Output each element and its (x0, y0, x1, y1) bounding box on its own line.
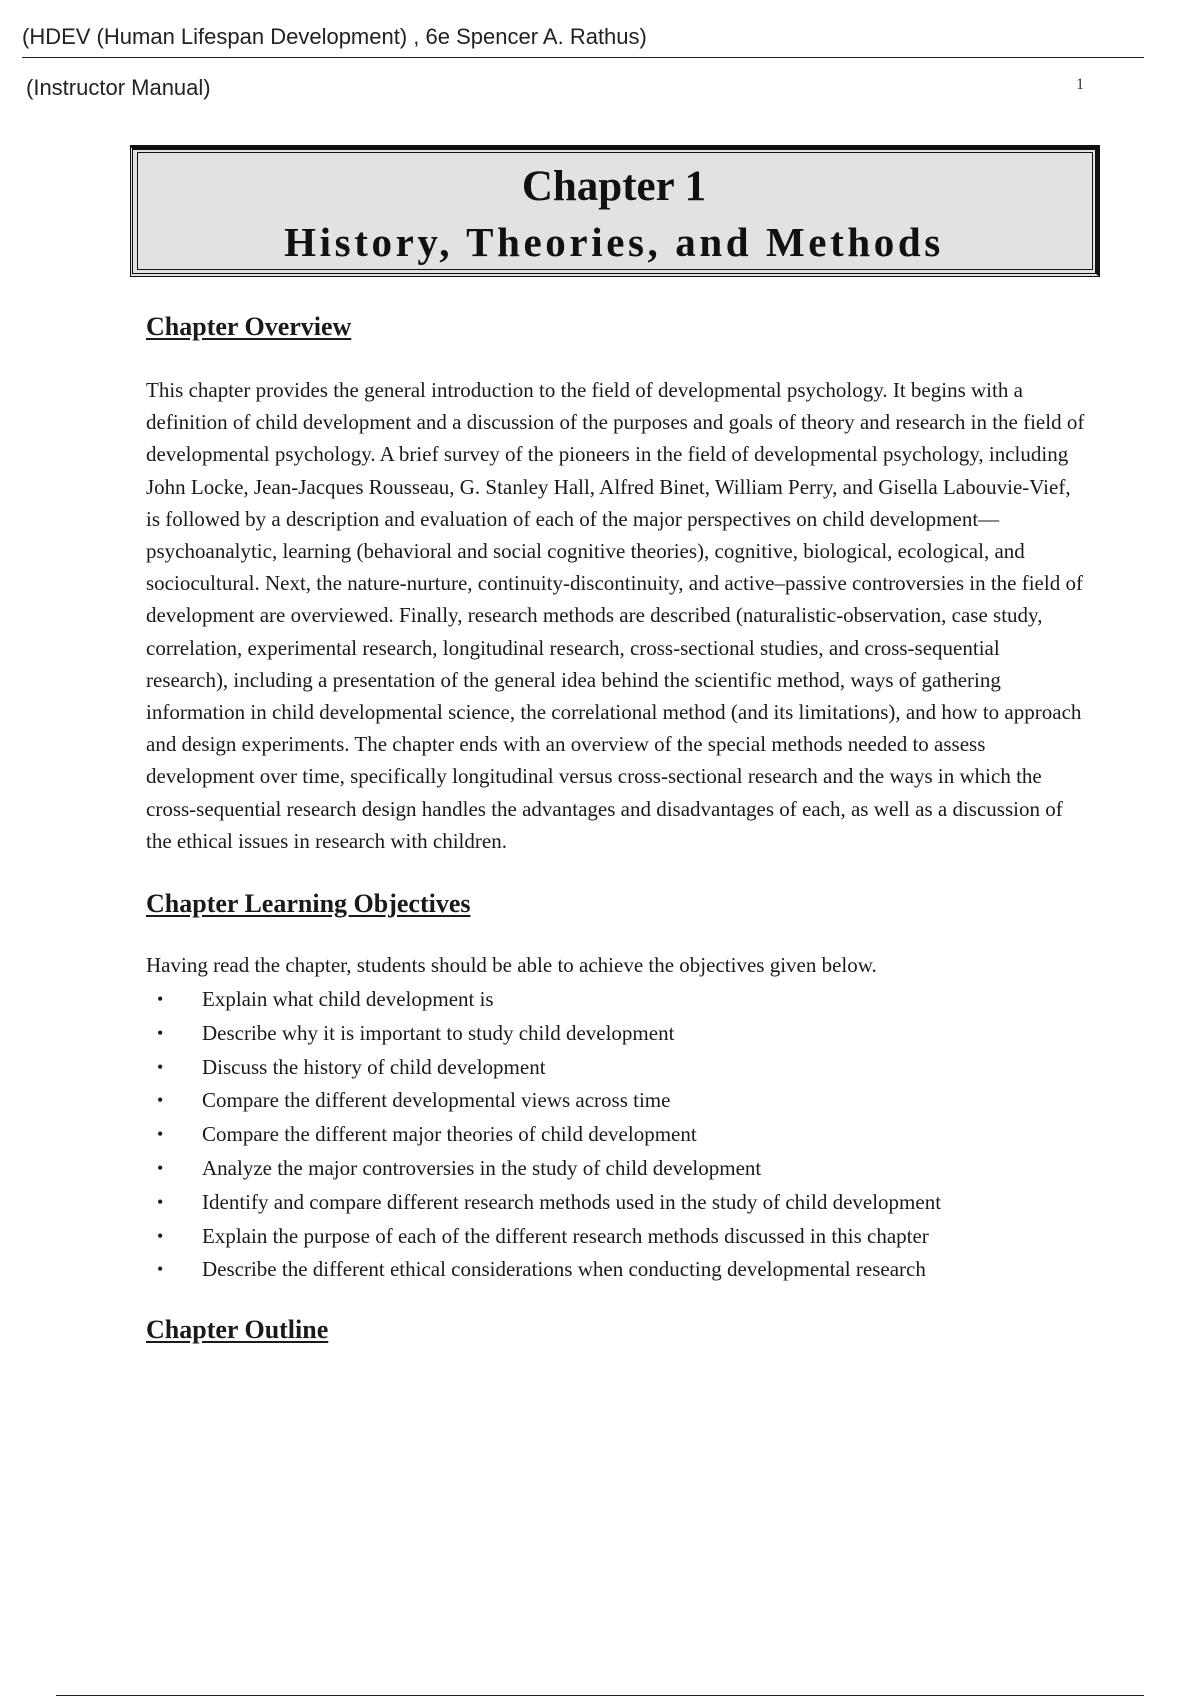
objective-text: Describe the different ethical considerations when conducting developmental research (202, 1257, 926, 1282)
chapter-number: Chapter 1 (521, 163, 707, 210)
overview-paragraph: This chapter provides the general introduction to the field of developmental psychology. It begins with a definition of child development and a discussion of the purposes and goals of theory and research in the field of developmental psychology. A brief survey of the pioneers in the field of developmental psychology, including John Locke, Jean-Jacques Rousseau, G. Stanley Hall, Alfred Binet, William Perry, and Gisella Labouvie-Vief, is followed by a description and evaluation of each of the major perspectives on child development—psychoanalytic, learning (behavioral and social cognitive theories), cognitive, biological, ecological, and sociocultural. Next, the nature-nurture, continuity-discontinuity, and active–passive controversies in the field of development are overviewed. Finally, research methods are described (naturalistic-observation, case study, correlation, experimental research, longitudinal research, cross-sectional studies, and cross-sequential research), including a presentation of the general idea behind the scientific method, ways of gathering information in child developmental science, the correlational method (and its limitations), and how to approach and design experiments. The chapter ends with an overview of the special methods needed to assess development over time, specifically longitudinal versus cross-sectional research and the ways in which the cross-sequential research design handles the advantages and disadvantages of each, as well as a discussion of the ethical issues in research with children. (146, 378, 1085, 853)
page-number: 1 (1076, 76, 1084, 93)
objectives-heading: Chapter Learning Objectives (146, 889, 471, 919)
running-header-book-title: (HDEV (Human Lifespan Development) , 6e Spencer A. Rathus) (22, 24, 647, 49)
list-item (146, 1253, 1086, 1287)
objective-text: Describe why it is important to study child development (202, 1020, 675, 1045)
objective-text: Compare the different developmental views across time (202, 1088, 671, 1113)
chapter-title-box (130, 145, 1100, 277)
bullet-icon: • (157, 1158, 164, 1179)
running-header-manual-label: (Instructor Manual) (26, 75, 211, 100)
list-item (146, 1017, 1086, 1051)
bullet-icon: • (157, 1022, 164, 1043)
outline-heading: Chapter Outline (146, 1315, 329, 1345)
header-divider (22, 57, 1144, 58)
objective-text: Discuss the history of child development (202, 1054, 546, 1079)
objective-text: Compare the different major theories of child development (202, 1122, 697, 1147)
objective-text: Explain the purpose of each of the different research methods discussed in this chapter (202, 1223, 929, 1248)
objective-text: Identify and compare different research methods used in the study of child development (202, 1189, 942, 1214)
bullet-icon: • (157, 1056, 164, 1077)
bullet-icon: • (157, 1259, 164, 1280)
list-item (146, 1084, 1086, 1118)
list-item (146, 1118, 1086, 1152)
list-item (146, 983, 1086, 1017)
objectives-list (146, 983, 1086, 1287)
objectives-intro: Having read the chapter, students should be able to achieve the objectives given below. (146, 953, 877, 978)
objective-text: Analyze the major controversies in the study of child development (202, 1156, 762, 1181)
chapter-title: History, Theories, and Methods (284, 219, 944, 265)
objective-text: Explain what child development is (202, 987, 494, 1012)
bullet-icon: • (157, 1225, 164, 1246)
bullet-icon: • (157, 1090, 164, 1111)
list-item (146, 1152, 1086, 1186)
bullet-icon: • (157, 989, 164, 1010)
page-content (146, 310, 1086, 1347)
overview-heading: Chapter Overview (146, 312, 352, 341)
list-item (146, 1186, 1086, 1220)
bullet-icon: • (157, 1191, 164, 1212)
list-item (146, 1220, 1086, 1254)
bullet-icon: • (157, 1124, 164, 1145)
list-item (146, 1051, 1086, 1085)
footer-divider (56, 1695, 1144, 1696)
